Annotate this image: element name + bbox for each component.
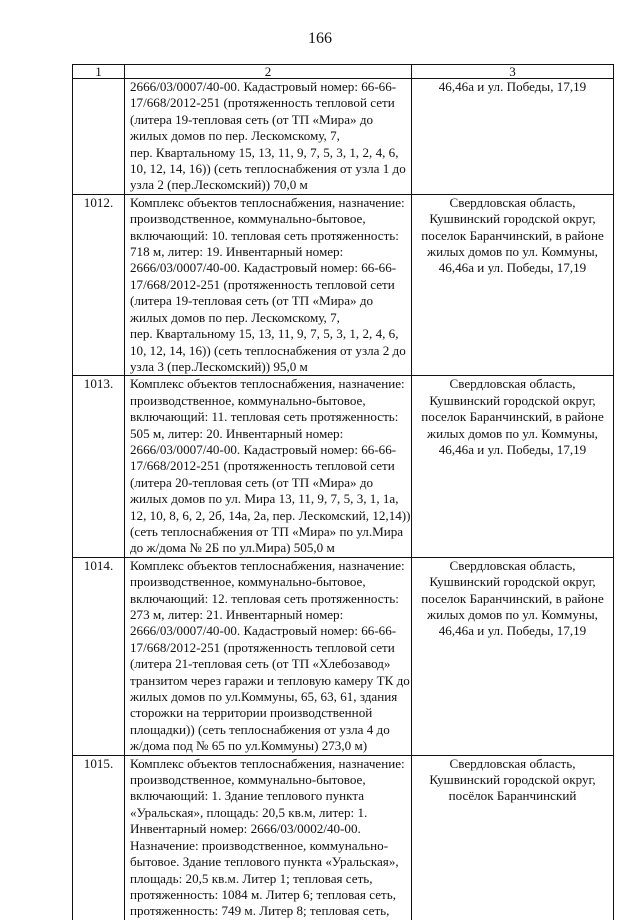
description-line: жилых домов по пер. Лескомскому, 7, [130,128,340,144]
object-address [412,194,614,375]
description-line: 17/668/2012-251 (протяженность тепловой сети [130,276,395,292]
address-line: 46,46а и ул. Победы, 17,19 [438,260,587,276]
object-description [125,557,412,755]
object-address [412,376,614,557]
description-line: Комплекс объектов теплоснабжения, назначение: [130,194,405,210]
description-line: жилых домов по ул. Мира 13, 11, 9, 7, 5, 3, 1, 1а, [130,491,399,507]
table-header-row [73,65,614,79]
row-number: 1014. [73,557,125,755]
address-line: Кушвинский городской округ, [429,211,596,227]
object-address [412,755,614,920]
address-line: поселок Баранчинский, в районе [421,227,604,243]
description-line: 10, 12, 14, 16)) (сеть теплоснабжения от узла 1 до [130,161,406,177]
row-number: 1013. [73,376,125,557]
description-line: бытовое. Здание теплового пункта «Уральская», [130,854,399,870]
description-line: «Уральская», площадь: 20,5 кв.м, литер: 1. [130,804,368,820]
table-body [73,79,614,920]
description-line: Инвентарный номер: 2666/03/0002/40-00. [130,821,361,837]
description-line: 273 м, литер: 21. Инвентарный номер: [130,607,344,622]
description-line: жилых домов по пер. Лескомскому, 7, [130,309,340,325]
description-line: протяженность: 749 м. Литер 8; тепловая сеть, [130,903,390,919]
description-line: транзитом через гаражи и тепловую камеру ТК до [130,672,410,688]
description-line: 2666/03/0007/40-00. Кадастровый номер: 66-66- [130,441,397,457]
description-line: включающий: 1. Здание теплового пункта [130,788,365,804]
description-line: Назначение: производственное, коммунально- [130,837,389,853]
description-line: 17/668/2012-251 (протяженность тепловой сети [130,639,395,655]
address-line: поселок Баранчинский, в районе [421,409,604,425]
description-line: сторожки на территории производственной [130,705,373,721]
address-line: поселок Баранчинский, в районе [421,590,604,606]
table-row [73,194,614,375]
address-line: Кушвинский городской округ, [429,392,596,408]
table-row [73,557,614,755]
table-row [73,755,614,920]
description-line: 505 м, литер: 20. Инвентарный номер: [130,425,344,441]
object-description [125,79,412,195]
address-line: жилых домов по ул. Коммуны, [427,607,598,622]
description-line: протяженность: 1084 м. Литер 6; тепловая сеть, [130,886,396,902]
object-description [125,755,412,920]
address-line: Свердловская область, [449,755,576,771]
description-line: (литера 19-тепловая сеть (от ТП «Мира» до [130,293,374,309]
address-line: Кушвинский городской округ, [429,574,596,590]
description-line: 2666/03/0007/40-00. Кадастровый номер: 66-66- [130,260,397,276]
description-line: (литера 21-тепловая сеть (от ТП «Хлебозавод» [130,656,391,672]
description-line: Комплекс объектов теплоснабжения, назначение: [130,376,405,392]
address-line: 46,46а и ул. Победы, 17,19 [438,441,587,457]
table-row [73,79,614,195]
address-line: 46,46а и ул. Победы, 17,19 [438,79,587,94]
address-line: посёлок Баранчинский [448,788,577,804]
description-line: пер. Квартальному 15, 13, 11, 9, 7, 5, 3, 1, 2, 4, 6, [130,144,399,160]
page-number: 166 [308,30,332,47]
description-line: включающий: 11. тепловая сеть протяженность: [130,409,399,425]
address-line: жилых домов по ул. Коммуны, [427,425,598,441]
description-line: Комплекс объектов теплоснабжения, назначение: [130,755,405,771]
description-line: 718 м, литер: 19. Инвентарный номер: [130,244,344,260]
address-line: Свердловская область, [449,376,576,392]
description-line: жилых домов по ул.Коммуны, 65, 63, 61, здания [130,689,398,705]
object-description [125,194,412,375]
object-description [125,376,412,557]
description-line: (литера 19-тепловая сеть (от ТП «Мира» до [130,111,374,127]
description-line: пер. Квартальному 15, 13, 11, 9, 7, 5, 3, 1, 2, 4, 6, [130,326,399,342]
description-line: ж/дома под № 65 по ул.Коммуны) 273,0 м) [130,738,368,754]
description-line: 17/668/2012-251 (протяженность тепловой сети [130,95,395,111]
description-line: 17/668/2012-251 (протяженность тепловой сети [130,458,395,474]
description-line: включающий: 12. тепловая сеть протяженность: [130,590,399,606]
description-line: 2666/03/0007/40-00. Кадастровый номер: 66-66- [130,79,397,94]
row-number [73,79,125,195]
object-address [412,79,614,195]
address-line: 46,46а и ул. Победы, 17,19 [438,623,587,639]
description-line: узла 3 (пер.Лескомский)) 95,0 м [130,358,308,374]
description-line: 2666/03/0007/40-00. Кадастровый номер: 66-66- [130,623,397,639]
description-line: (литера 20-тепловая сеть (от ТП «Мира» до [130,474,374,490]
address-line: Свердловская область, [449,557,576,573]
description-line: (сеть теплоснабжения от ТП «Мира» по ул.Мира [130,523,404,539]
description-line: производственное, коммунально-бытовое, [130,574,366,590]
description-line: производственное, коммунально-бытовое, [130,392,366,408]
row-number: 1015. [73,755,125,920]
description-line: 12, 10, 8, 6, 2, 2б, 14а, 2а, пер. Лескомский, 12,14)) [130,507,411,523]
description-line: узла 2 (пер.Лескомский)) 70,0 м [130,177,308,193]
description-line: производственное, коммунально-бытовое, [130,211,366,227]
table-row [73,376,614,557]
row-number: 1012. [73,194,125,375]
registry-table [72,64,614,920]
column-header-3: 3 [412,65,614,79]
description-line: площадь: 20,5 кв.м. Литер 1; тепловая сеть, [130,870,373,886]
description-line: до ж/дома № 2Б по ул.Мира) 505,0 м [130,540,335,556]
column-header-1: 1 [73,65,125,79]
address-line: Свердловская область, [449,194,576,210]
description-line: включающий: 10. тепловая сеть протяженность: [130,227,399,243]
description-line: производственное, коммунально-бытовое, [130,772,366,788]
description-line: Комплекс объектов теплоснабжения, назначение: [130,557,405,573]
object-address [412,557,614,755]
column-header-2: 2 [125,65,412,79]
description-line: площадки)) (сеть теплоснабжения от узла 4 до [130,721,390,737]
address-line: Кушвинский городской округ, [429,772,596,788]
description-line: 10, 12, 14, 16)) (сеть теплоснабжения от узла 2 до [130,342,406,358]
address-line: жилых домов по ул. Коммуны, [427,244,598,260]
